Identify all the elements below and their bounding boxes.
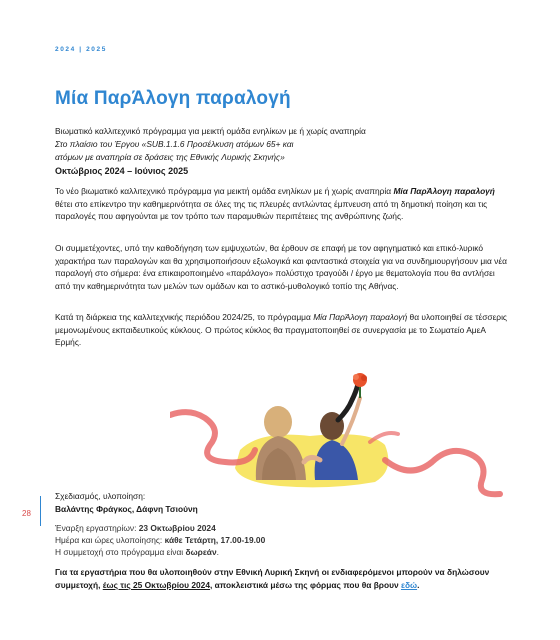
footer-text-a: Για τα εργαστήρια που θα υλοποιηθούν στην Εθνική Λυρική Σκηνή οι ενδιαφερόμενοι μπορούν να δηλώσουν συμμετοχή, <box>55 567 490 590</box>
info-start-label: Έναρξη εργαστηρίων: <box>55 523 139 533</box>
credits-label: Σχεδιασμός, υλοποίηση: <box>55 491 146 501</box>
para1-text-a: Το νέο βιωματικό καλλιτεχνικό πρόγραμμα για μεικτή ομάδα ενηλίκων με ή χωρίς αναπηρία <box>55 186 394 196</box>
info-start-date <box>55 522 510 535</box>
paragraph-intro <box>55 185 510 223</box>
para1-program-name: Μία ΠαρΆλογη παραλογή <box>393 186 495 196</box>
illustration-figures-flower <box>170 370 510 500</box>
credits-names: Βαλάντης Φράγκος, Δάφνη Τσιούνη <box>55 504 198 514</box>
info-participation-end: . <box>216 547 219 557</box>
para1-text-c: θέτει στο επίκεντρο την καθημερινότητα σε όλες της τις πλευρές αντλώντας έμπνευση από τη δημοτική ποίηση και τις παραλογές που αφηγούνται με τον τρόπο των παραμυθιών περιπέτειες της ανθρώπινης ζωής. <box>55 198 488 222</box>
season-label: 2024 | 2025 <box>55 46 107 53</box>
info-participation-value: δωρεάν <box>185 547 217 557</box>
page-title: Μία ΠαρΆλογη παραλογή <box>55 88 291 109</box>
info-days-value: κάθε Τετάρτη, 17.00-19.00 <box>164 535 266 545</box>
subtitle: Βιωματικό καλλιτεχνικό πρόγραμμα για μεικτή ομάδα ενηλίκων με ή χωρίς αναπηρία <box>55 126 366 136</box>
paragraph-cycles <box>55 311 510 349</box>
footer-text-c: . <box>417 579 420 590</box>
info-days-label: Ημέρα και ώρες υλοποίησης: <box>55 535 165 545</box>
program-dates: Οκτώβριος 2024 – Ιούνιος 2025 <box>55 166 189 176</box>
info-participation-label: Η συμμετοχή στο πρόγραμμα είναι <box>55 547 186 557</box>
registration-note <box>55 566 510 591</box>
info-participation <box>55 546 510 559</box>
footer-text-b: , αποκλειστικά μέσω της φόρμας που θα βρουν <box>210 579 401 590</box>
para3-text-c: θα υλοποιηθεί σε τέσσερις μεμονωμένους εκπαιδευτικούς κύκλους. Ο πρώτος κύκλος θα πραγματοποιηθεί σε συνεργασία με το Σωματείο ΑμεΑ Ερμής. <box>55 312 507 348</box>
registration-deadline: έως τις 25 Οκτωβρίου 2024 <box>102 579 210 590</box>
page-number-rule <box>40 496 41 526</box>
project-reference <box>55 138 510 163</box>
paragraph-participants: Οι συμμετέχοντες, υπό την καθοδήγηση των εμψυχωτών, θα έρθουν σε επαφή με τον αφηγηματικό και επικό-λυρικό χαρακτήρα των παραλογών και θα χρησιμοποιήσουν εξωλογικά και φανταστικά στοιχεία για να συνδημιουργήσουν μια νέα παραλογή στο σήμερα: ένα επικαιροποιημένο «παράλογο» πολύστιχο τραγούδι / έργο με θεματολογία που θα αντλήσει από την καθημερινότητα των μελών των ομάδων και το αστικό-μυθολογικό τοπίο της Αθήνας. <box>55 243 507 291</box>
project-line-2: ατόμων με αναπηρία σε δράσεις της Εθνικής Λυρικής Σκηνής» <box>55 151 285 162</box>
info-start-value: 23 Οκτωβρίου 2024 <box>138 523 216 533</box>
page-number: 28 <box>22 509 31 518</box>
para3-text-a: Κατά τη διάρκεια της καλλιτεχνικής περιόδου 2024/25, το πρόγραμμα <box>55 312 314 322</box>
info-schedule <box>55 534 510 547</box>
para3-program-name: Μία ΠαρΆλογη παραλογή <box>313 312 408 322</box>
registration-form-link[interactable]: εδώ <box>400 579 418 590</box>
project-line-1: Στο πλαίσιο του Έργου «SUB.1.1.6 Προσέλκυση ατόμων 65+ και <box>55 139 294 149</box>
